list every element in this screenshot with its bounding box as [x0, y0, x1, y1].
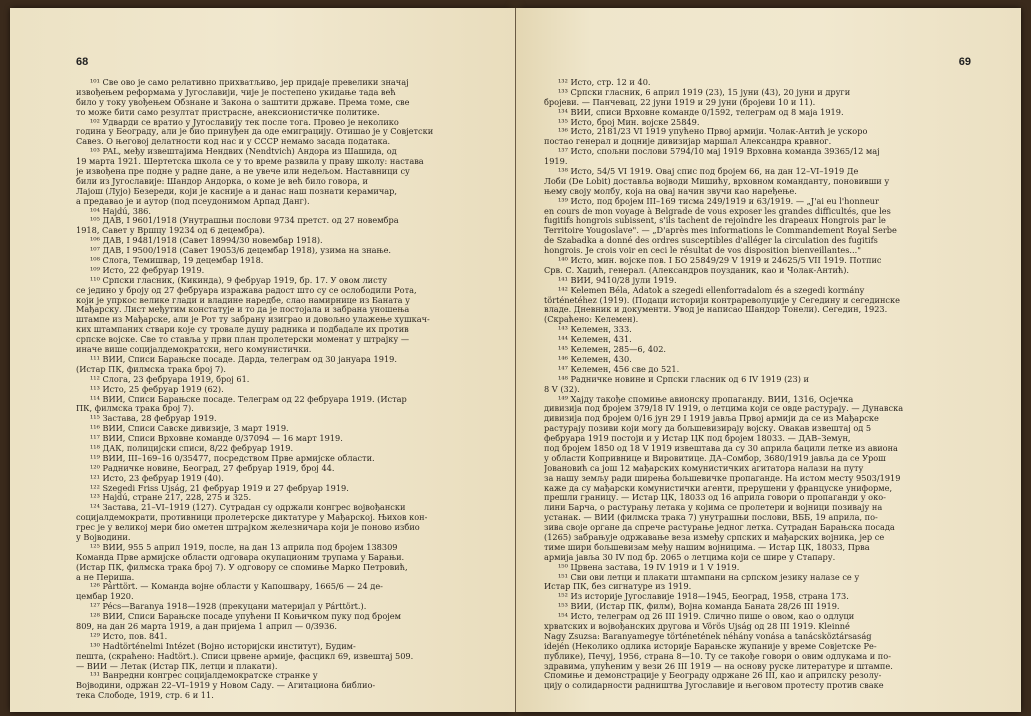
text-line: ¹¹⁶ ВИИ, Списи Савске дивизије, 3 март 1919.: [90, 424, 289, 434]
right-page: [516, 8, 1021, 712]
text-line: каже да су мађарски комунистички агенти, прерушени у француске униформе,: [544, 483, 893, 493]
text-line: ¹³⁰ Hadtörténelmi Intézet (Војно историјски институт), Будим-: [90, 641, 356, 651]
text-line: ¹⁴⁶ Келемен, 430.: [558, 354, 632, 364]
text-line: под бројем 1850 од 18 V 1919 извештава да су 30 априла бацили летке из авиона: [544, 443, 898, 453]
text-line: ¹⁵¹ Сви ови летци и плакати штампани на српском језику налазе се у: [558, 572, 860, 582]
text-line: 19 марта 1921. Шертетска школа се у то време развила у праву школу: настава: [76, 157, 424, 167]
text-line: 1918, Савет у Вршцу 19234 од 6 децембра).: [76, 226, 265, 236]
text-line: ¹³² Исто, стр. 12 и 40.: [558, 78, 651, 87]
text-line: тиме шири бољшевизам међу нашим војницима. — Истар ЦК, 18033, Прва: [544, 542, 870, 552]
text-line: ¹⁴⁵ Келемен, 285—6, 402.: [558, 345, 667, 355]
text-line: ¹¹¹ ВИИ, Списи Барањске посаде. Дарда, телеграм од 30 јануара 1919.: [90, 354, 397, 364]
text-line: en cours de mon voyage à Belgrade de vous exposer les grandes difficultés, que les: [544, 206, 891, 216]
text-line: ¹³⁶ Исто, 2181/23 VI 1919 упућено Првој армији. Чолак-Антић је ускоро: [558, 127, 868, 137]
text-line: растурају позиви који могу да бољшевизирају војску. Овакав извештај од 5: [544, 424, 872, 434]
text-line: прешли границу. — Истар ЦК, 18033 од 16 априла говори о пропаганди у око-: [544, 493, 886, 503]
text-line: ¹¹⁹ ВИИ, III–169–16 0/35477, посредством Прве армијске области.: [90, 453, 375, 463]
text-line: ¹⁵³ ВИИ, (Истар ПК, филм), Војна команда Баната 28/26 III 1919.: [558, 602, 840, 612]
text-line: грес је у великој мери био ометен штрајком железничара који је поново избио: [76, 523, 420, 533]
right-page-text: [544, 78, 964, 691]
text-line: ¹⁰⁶ ДАВ, I 9481/1918 (Савет 18994/30 новембар 1918).: [90, 236, 323, 246]
text-line: Истар ПК, без сигнатуре из 1919.: [544, 582, 692, 592]
text-line: армија јавља 30 IV под бр. 2065 о летцима који се шире у Стапару.: [544, 552, 836, 562]
text-line: здравима, упућеним у вези 26 III 1919 — на основу руске литературе и штампе.: [544, 661, 893, 671]
right-page-number: 69: [958, 56, 971, 68]
text-line: ¹²⁴ Застава, 21–VI–1919 (127). Сутрадан су одржали конгрес војвођански: [90, 503, 406, 513]
book-spread: [10, 8, 1021, 712]
text-line: ¹³⁵ Исто, број Мин. војске 25849.: [558, 117, 700, 127]
text-line: ПК, филмска трака број 7).: [76, 404, 194, 414]
text-line: történetéhez (1919). (Подаци историји контрареволуције у Сегедину и сегединске: [544, 295, 900, 305]
text-line: ¹⁰² Удварди се вратио у Југославију тек после тога. Провео је неколико: [90, 117, 399, 127]
text-line: ¹¹⁵ Застава, 28 фебруар 1919.: [90, 414, 217, 424]
text-line: хрватских и војвођанских другова и Vörös Ujság од 28 III 1919. Kleinné: [544, 621, 850, 631]
text-line: Савез. О његовој делатности код нас и у СССР немамо засада података.: [76, 137, 391, 147]
text-line: у Војводини.: [76, 532, 131, 542]
text-line: у области Копривнице и Вировитице. ДА–Сомбор, 3680/1919 јавља да се Урош: [544, 453, 886, 463]
text-line: пешта, (скраћено: Hadtört.). Списи црвене армије, фасцикл 69, извештај 509.: [76, 651, 414, 661]
text-line: Срв. С. Хаџић, генерал. (Александров поузданик, као и Чолак-Антић).: [544, 265, 850, 275]
text-line: постао генерал и доцније дивизијар маршал Александра кравног.: [544, 137, 832, 147]
text-line: ¹³³ Српски гласник, 6 април 1919 (23), 15 јуни (43), 20 јуни и други: [558, 87, 851, 97]
text-line: српске војске. Све то ставља у први план пролетерски моменат у штрајку —: [76, 335, 410, 345]
text-line: ¹³⁸ Исто, 54/5 VI 1919. Овај спис под бројем 66, на дан 12–VI–1919 Де: [558, 167, 859, 177]
text-line: ¹²⁵ ВИИ, 955 5 април 1919, после, на дан 13 априла под бројем 138309: [90, 542, 398, 552]
text-line: били из Југославије: Шандор Андорка, о коме је већ било говора, и: [76, 176, 368, 186]
text-line: тека Слободе, 1919, стр. 6 и 11.: [76, 691, 214, 701]
text-line: фебруара 1919 постоји и у Истар ЦК под бројем 18033. — ДАВ–Земун,: [544, 434, 851, 444]
left-page: [10, 8, 515, 712]
text-line: Спомиње и демонстрације у Београду одржане 26 III, као и априлску резолу-: [544, 671, 882, 681]
text-line: а не Периша.: [76, 572, 135, 582]
text-line: idején (Неколико одлика историје Барањске жупаније у време Совјетске Ре-: [544, 641, 877, 651]
text-line: ¹³⁷ Исто, спољни послови 5794/10 мај 1919 Врховна команда 39365/12 мај: [558, 147, 880, 157]
text-line: 8 V (32).: [544, 384, 580, 394]
text-line: цембар 1920.: [76, 592, 134, 602]
text-line: ¹⁵² Из историје Југославије 1918—1945, Београд, 1958, страна 173.: [558, 592, 849, 602]
text-line: ¹¹⁴ ВИИ, Списи Барањске посаде. Телеграм од 22 фебруара 1919. (Истар: [90, 394, 407, 404]
text-line: ¹⁵⁴ Исто, телеграм од 26 III 1919. Слично пише о овом, као о одлуци: [558, 612, 855, 622]
text-line: fugitifs hongrois subissent, s'ils tachent de rejoindre les drapeaux Hongrois par le: [544, 216, 886, 226]
text-line: социјалдемократи, противници пролетерске диктатуре у Мађарској. Њихов кон-: [76, 513, 428, 523]
text-line: се једино у броју од 27 фебруара изражава радост што су се ослободили Рота,: [76, 285, 417, 295]
text-line: ¹⁰⁹ Исто, 22 фебруар 1919.: [90, 265, 205, 275]
text-line: Војводини, одржан 22–VI–1919 у Новом Саду. — Агитациона библио-: [76, 681, 376, 691]
text-line: њему своју молбу, која на овај начин звучи као наређење.: [544, 186, 797, 196]
text-line: цију о солидарности радништва Југославије и његовом протесту против свакe: [544, 681, 884, 691]
text-line: је извођена пре подне у радне дане, а не увече или недељом. Наставници су: [76, 167, 410, 177]
text-line: (Истар ПК, филмска трака број 7).: [76, 364, 226, 374]
text-line: ¹²⁶ Párttört. — Команда војне области у Капошвару, 1665/6 — 24 де-: [90, 582, 383, 592]
text-line: ¹²⁹ Исто, пов. 841.: [90, 631, 168, 641]
text-line: ¹⁴⁹ Хајду такође спомиње авионску пропаганду. ВИИ, 1316, Осјечка: [558, 394, 854, 404]
text-line: Territoire Yougoslave". — „D'après mes informations le Commandement Royal Serbe: [544, 226, 897, 236]
text-line: ¹¹³ Исто, 25 фебруар 1919 (62).: [90, 384, 224, 394]
text-line: Јовановић са још 12 мађарских комунистичких агитатора налази на путу: [544, 463, 864, 473]
text-line: ¹²¹ Исто, 23 фебруар 1919 (40).: [90, 473, 224, 483]
text-line: зива своје органе да спрече растурање једног летка. Сутрадан Барањска посада: [544, 523, 895, 533]
text-line: иначе више социјалдемократски, него комунистички.: [76, 345, 312, 355]
text-line: 809, на дан 26 марта 1919, а дан пријема 1 април — 0/3936.: [76, 621, 338, 631]
text-line: година у Београду, али је био принуђен да оде емиграцију. Отишао је у Совјетски: [76, 127, 434, 137]
text-line: штампе из Мађарске, али је Рот ту забрану изиграо и довољно улажење хушкач-: [76, 315, 430, 325]
text-line: ¹³¹ Ванредни конгрес социјалдемократске странке у: [90, 671, 318, 681]
text-line: ¹³⁹ Исто, под бројем III–169 тисма 249/1919 и 63/1919. — „J'ai eu l'honneur: [558, 196, 879, 206]
text-line: ¹⁴¹ ВИИ, 9410/28 јули 1919.: [558, 275, 677, 285]
text-line: ¹¹⁸ ДАК, полицијски списи, 8/22 фебруар 1919.: [90, 443, 294, 453]
text-line: ¹²⁰ Радничке новине, Београд, 27 фебруар 1919, број 44.: [90, 463, 335, 473]
text-line: ¹⁴⁰ Исто, мин. војске пов. I БО 25849/29 V 1919 и 24625/5 VII 1919. Потпис: [558, 256, 882, 266]
text-line: лини Барча, о растурању летака у којима се пролетери и војници позивају на: [544, 503, 883, 513]
text-line: ¹¹² Слога, 23 фебруара 1919, број 61.: [90, 374, 250, 384]
text-line: ¹⁴⁷ Келемен, 456 све до 521.: [558, 364, 680, 374]
text-line: 1919.: [544, 157, 568, 167]
text-line: Лајош (Лујо) Безереди, који је касније а и данас наш познати керамичар,: [76, 186, 397, 196]
text-line: ¹⁴² Kelemen Béla, Adatok a szegedi ellenforradalom és a szegedi kormány: [558, 285, 865, 295]
text-line: ¹¹⁷ ВИИ, Списи Врховне команде 0/37094 — 16 март 1919.: [90, 434, 343, 444]
text-line: Nagy Zsuzsa: Baranyamegye történetének néhány vonása a tanácsköztársaság: [544, 631, 872, 641]
text-line: — ВИИ — Летак (Истар ПК, летци и плакати).: [76, 661, 278, 671]
text-line: то може бити само резултат пристрасне, анексионистичке политике.: [76, 107, 380, 117]
text-line: ¹³⁴ ВИИ, списи Врховне команде 0/1592, телеграм од 8 маја 1919.: [558, 107, 844, 117]
text-line: публике), Печуј, 1956, страна 8—10. Ту се такође говори о овим одлукама и по-: [544, 651, 891, 661]
text-line: ¹⁴³ Келемен, 333.: [558, 325, 632, 335]
text-line: устанак. — ВИИ (филмска трака 7) унутрашњи послови, ВББ, 19 априла, по-: [544, 513, 878, 523]
text-line: за нашу земљу ради ширења бољшевичке пропаганде. На истом месту 9503/1919: [544, 473, 901, 483]
text-line: ¹²³ Hajdú, стране 217, 228, 275 и 325.: [90, 493, 252, 503]
text-line: дивизија под бројем 379/18 IV 1919, о летцима који се овде растурају. — Дунавска: [544, 404, 904, 414]
text-line: (Истар ПК, филмска трака број 7). У одговору се спомиње Марко Петровић,: [76, 562, 408, 572]
text-line: Команда Прве армијске области одговара окупационим трупама у Барањи.: [76, 552, 405, 562]
text-line: ¹⁴⁴ Келемен, 431.: [558, 335, 632, 345]
text-line: (1265) забрањује одржавање веза између српских и мађарских војника, јер се: [544, 532, 885, 542]
text-line: било у току увођењем Обзнане и Закона о заштити државе. Према томе, све: [76, 97, 410, 107]
text-line: ¹²² Szegedi Friss Ujság, 21 фебруар 1919 и 27 фебруар 1919.: [90, 483, 349, 493]
text-line: ¹⁰⁴ Hajdú, 386.: [90, 206, 151, 216]
text-line: а предавао је и аутор (под псеудонимом Арпад Данг).: [76, 196, 310, 206]
text-line: Лоби (De Lobit) доставља војводи Мишићу, врховном команданту, поновивши у: [544, 176, 890, 186]
left-page-number: 68: [76, 56, 89, 68]
text-line: de Szabadka a donné des ordres susceptibles d'alléger la circulation des fugitifs: [544, 236, 878, 246]
text-line: ¹⁴⁸ Радничке новине и Српски гласник од 6 IV 1919 (23) и: [558, 374, 809, 384]
text-line: ¹²⁷ Pécs—Baranya 1918—1928 (прекуцани материјал у Párttört.).: [90, 602, 367, 612]
text-line: hongrois. Je crois voir en ceci le résultat de vos disposition bienveillantes...": [544, 246, 861, 256]
text-line: владе. Дневник и документи. Увод је написао Шандор Тонели). Сегедин, 1923.: [544, 305, 888, 315]
text-line: ¹⁵⁰ Црвена застава, 19 IV 1919 и 1 V 1919.: [558, 562, 740, 572]
text-line: ких штампаних ствари које су тровале душу радника и подбадале их против: [76, 325, 409, 335]
text-line: (Скраћено: Келемен).: [544, 315, 639, 325]
text-line: ¹⁰¹ Све ово је само релативно прихватљиво, јер придаје превелики значај: [90, 78, 409, 87]
text-line: Мађарску. Лист међутим констатује и то да је постојала и забрана уношења: [76, 305, 410, 315]
text-line: који је упркос велике глади и владине наредбе, слао намирнице из Баната у: [76, 295, 410, 305]
text-line: ¹¹⁰ Српски гласник, (Кикинда), 9 фебруар 1919, бр. 17. У овом листу: [90, 275, 388, 285]
text-line: ¹⁰⁵ ДАВ, I 9601/1918 (Унутрашњи послови 9734 претст. од 27 новембра: [90, 216, 399, 226]
text-line: ¹⁰³ PAL, међу извештајима Нендвих (Nendtvich) Андора из Шашида, од: [90, 147, 397, 157]
text-line: ¹²⁸ ВИИ, Списи Барањске посаде упућени II Коњичком пуку под бројем: [90, 612, 402, 622]
text-line: ¹⁰⁸ Слога, Темишвар, 19 децембар 1918.: [90, 256, 264, 266]
left-page-text: [76, 78, 492, 701]
text-line: дивизија под бројем 0/16 јун 29 I 1919 јавља Првој армији да се из Мађарске: [544, 414, 879, 424]
text-line: бројеви. — Панчевац, 22 јуни 1919 и 29 јуни (бројеви 10 и 11).: [544, 97, 816, 107]
text-line: ¹⁰⁷ ДАВ, I 9500/1918 (Савет 19053/6 децембар 1918), узима на знање.: [90, 246, 392, 256]
text-line: извођењем реформама у Југославији, чије је постепено укидање тада већ: [76, 87, 396, 97]
